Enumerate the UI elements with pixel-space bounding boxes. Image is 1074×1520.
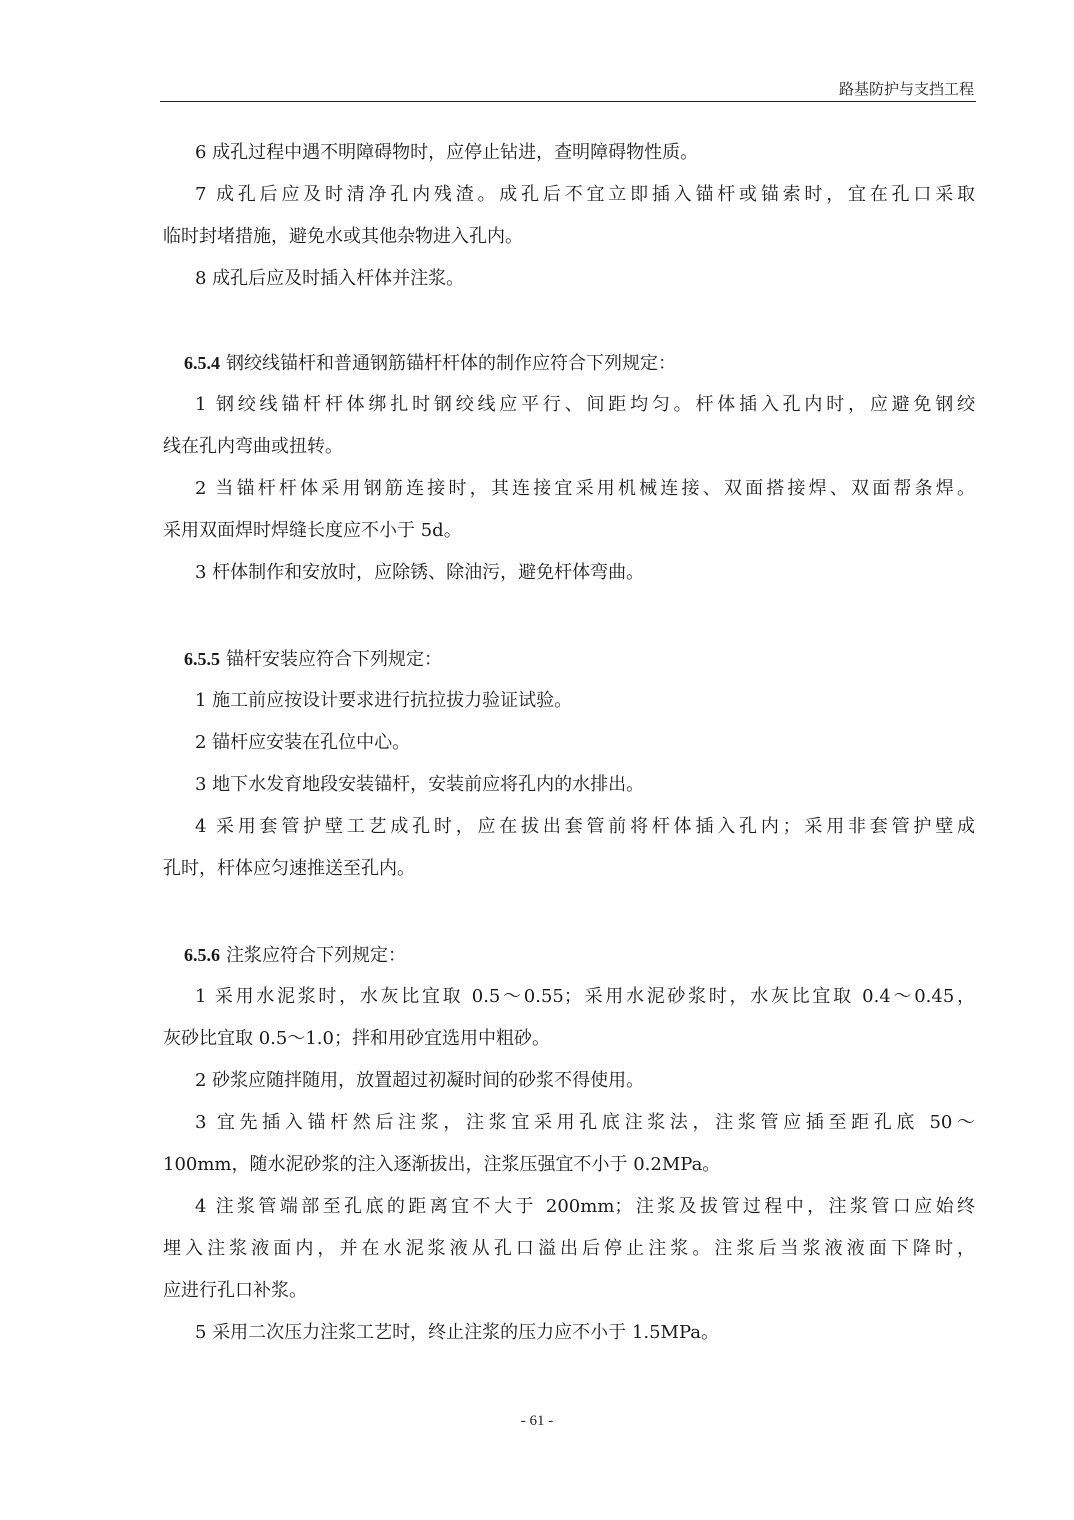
paragraph-item-7-line2: 临时封堵措施，避免水或其他杂物进入孔内。	[163, 226, 523, 247]
section-number: 6.5.4	[184, 353, 220, 373]
s656-item-4-line1: 4 注浆管端部至孔底的距离宜不大于 200mm；注浆及拔管过程中，注浆管口应始终	[195, 1196, 975, 1217]
s656-item-1-line2: 灰砂比宜取 0.5～1.0；拌和用砂宜选用中粗砂。	[163, 1028, 550, 1049]
s656-item-2: 2 砂浆应随拌随用，放置超过初凝时间的砂浆不得使用。	[195, 1070, 645, 1091]
section-title: 注浆应符合下列规定：	[226, 945, 406, 966]
s655-item-1: 1 施工前应按设计要求进行抗拉拔力验证试验。	[195, 690, 573, 711]
section-number: 6.5.6	[184, 945, 220, 965]
s656-item-3-line2: 100mm，随水泥砂浆的注入逐渐拔出，注浆压强宜不小于 0.2MPa。	[163, 1154, 721, 1175]
page-number: - 61 -	[520, 1413, 554, 1429]
paragraph-item-7-line1: 7 成孔后应及时清净孔内残渣。成孔后不宜立即插入锚杆或锚索时，宜在孔口采取	[195, 184, 975, 205]
paragraph-item-6: 6 成孔过程中遇不明障碍物时，应停止钻进，查明障碍物性质。	[195, 142, 699, 163]
paragraph-item-8: 8 成孔后应及时插入杆体并注浆。	[195, 268, 465, 289]
header-title: 路基防护与支挡工程	[838, 80, 974, 98]
s654-item-1-line1: 1 钢绞线锚杆杆体绑扎时钢绞线应平行、间距均匀。杆体插入孔内时，应避免钢绞	[195, 394, 975, 415]
s656-item-4-line2: 埋入注浆液面内，并在水泥浆液从孔口溢出后停止注浆。注浆后当浆液液面下降时，	[163, 1238, 975, 1259]
section-heading-6-5-6	[184, 946, 996, 965]
s654-item-2-line2: 采用双面焊时焊缝长度应不小于 5d。	[163, 520, 462, 541]
s656-item-1-line1: 1 采用水泥浆时，水灰比宜取 0.5～0.55；采用水泥砂浆时，水灰比宜取 0.4～0.45，	[195, 986, 975, 1007]
s655-item-3: 3 地下水发育地段安装锚杆，安装前应将孔内的水排出。	[195, 774, 645, 795]
section-number: 6.5.5	[184, 649, 220, 669]
section-heading-6-5-5	[184, 650, 996, 669]
s655-item-4-line1: 4 采用套管护壁工艺成孔时，应在拔出套管前将杆体插入孔内；采用非套管护壁成	[195, 816, 975, 837]
s654-item-2-line1: 2 当锚杆杆体采用钢筋连接时，其连接宜采用机械连接、双面搭接焊、双面帮条焊。	[195, 478, 975, 499]
s656-item-4-line3: 应进行孔口补浆。	[163, 1280, 307, 1301]
s655-item-4-line2: 孔时，杆体应匀速推送至孔内。	[163, 858, 415, 879]
section-title: 钢绞线锚杆和普通钢筋锚杆杆体的制作应符合下列规定：	[226, 353, 676, 374]
header-divider	[160, 101, 976, 102]
s656-item-5: 5 采用二次压力注浆工艺时，终止注浆的压力应不小于 1.5MPa。	[195, 1322, 719, 1343]
section-heading-6-5-4	[184, 354, 996, 373]
s655-item-2: 2 锚杆应安装在孔位中心。	[195, 732, 411, 753]
s654-item-1-line2: 线在孔内弯曲或扭转。	[163, 436, 343, 457]
section-title: 锚杆安装应符合下列规定：	[226, 649, 442, 670]
s654-item-3: 3 杆体制作和安放时，应除锈、除油污，避免杆体弯曲。	[195, 562, 645, 583]
s656-item-3-line1: 3 宜先插入锚杆然后注浆，注浆宜采用孔底注浆法，注浆管应插至距孔底 50～	[195, 1112, 975, 1133]
